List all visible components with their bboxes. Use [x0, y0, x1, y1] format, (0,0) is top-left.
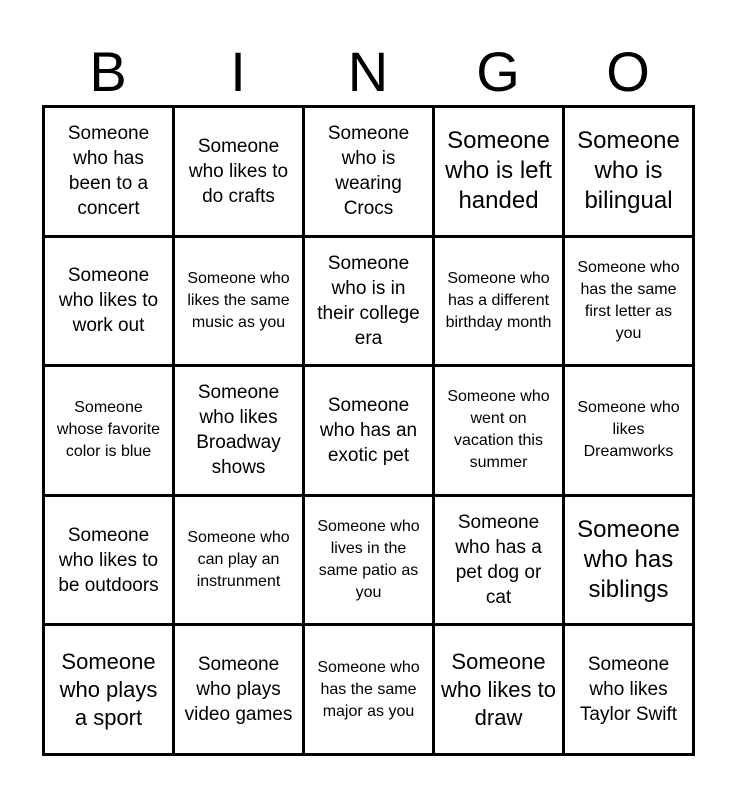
bingo-cell-r2-c2[interactable]: [175, 238, 302, 365]
header-letter-o: O: [606, 40, 650, 103]
header-letter-i: I: [230, 40, 246, 103]
bingo-cell-r5-c2[interactable]: [175, 626, 302, 753]
bingo-cell-r4-c2[interactable]: [175, 497, 302, 624]
bingo-cell-r1-c2[interactable]: [175, 108, 302, 235]
cell-text: Someone who can play an instrunment: [187, 529, 290, 591]
bingo-cell-r2-c3[interactable]: [305, 238, 432, 365]
bingo-cell-r1-c5[interactable]: [565, 108, 692, 235]
bingo-cell-r5-c1[interactable]: [45, 626, 172, 753]
cell-text: Someone who has a pet dog or cat: [455, 512, 542, 609]
cell-text: Someone who is wearing Crocs: [327, 123, 410, 220]
bingo-cell-r1-c4[interactable]: [435, 108, 562, 235]
cell-text: Someone whose favorite color is blue: [56, 399, 161, 461]
bingo-header: [43, 40, 693, 104]
cell-text: Someone who likes to draw: [441, 648, 556, 730]
cell-text: Someone who likes to work out: [58, 265, 159, 337]
cell-text: Someone who has the same first letter as you: [577, 258, 680, 342]
cell-text: Someone who likes to be outdoors: [58, 524, 159, 596]
bingo-cell-r2-c1[interactable]: [45, 238, 172, 365]
header-letter-b: B: [89, 40, 127, 103]
cell-text: Someone who likes to do crafts: [188, 135, 289, 207]
bingo-cell-r3-c4[interactable]: [435, 367, 562, 494]
cell-text: Someone who lives in the same patio as you: [317, 518, 420, 602]
bingo-cell-r4-c4[interactable]: [435, 497, 562, 624]
bingo-cell-r4-c3[interactable]: [305, 497, 432, 624]
cell-text: Someone who plays video games: [184, 654, 293, 726]
cell-text: Someone who has siblings: [577, 516, 680, 604]
cell-text: Someone who likes Broadway shows: [196, 382, 281, 479]
cell-text: Someone who likes the same music as you: [187, 269, 290, 331]
bingo-cell-r3-c5[interactable]: [565, 367, 692, 494]
bingo-board: [42, 105, 695, 756]
cell-text: Someone who has been to a concert: [67, 123, 150, 220]
header-letter-n: N: [347, 40, 389, 103]
cell-text: Someone who likes Dreamworks: [577, 399, 680, 461]
cell-text: Someone who likes Taylor Swift: [579, 654, 678, 726]
bingo-cell-r4-c5[interactable]: [565, 497, 692, 624]
bingo-cell-r1-c3[interactable]: [305, 108, 432, 235]
bingo-cell-r4-c1[interactable]: [45, 497, 172, 624]
bingo-cell-r2-c5[interactable]: [565, 238, 692, 365]
cell-text: Someone who has an exotic pet: [319, 394, 418, 466]
header-letter-g: G: [476, 40, 520, 103]
cell-text: Someone who went on vacation this summer: [447, 388, 550, 472]
bingo-cell-r5-c5[interactable]: [565, 626, 692, 753]
bingo-cell-r2-c4[interactable]: [435, 238, 562, 365]
cell-text: Someone who has a different birthday month: [445, 269, 552, 331]
cell-text: Someone who is bilingual: [577, 127, 680, 215]
bingo-cell-r3-c1[interactable]: [45, 367, 172, 494]
cell-text: Someone who plays a sport: [59, 648, 158, 730]
bingo-cell-r3-c2[interactable]: [175, 367, 302, 494]
cell-text: Someone who has the same major as you: [317, 658, 420, 720]
bingo-cell-r1-c1[interactable]: [45, 108, 172, 235]
cell-text: Someone who is in their college era: [317, 252, 420, 349]
bingo-cell-r5-c4[interactable]: [435, 626, 562, 753]
cell-text: Someone who is left handed: [445, 127, 552, 215]
bingo-cell-r3-c3[interactable]: [305, 367, 432, 494]
bingo-cell-r5-c3[interactable]: [305, 626, 432, 753]
